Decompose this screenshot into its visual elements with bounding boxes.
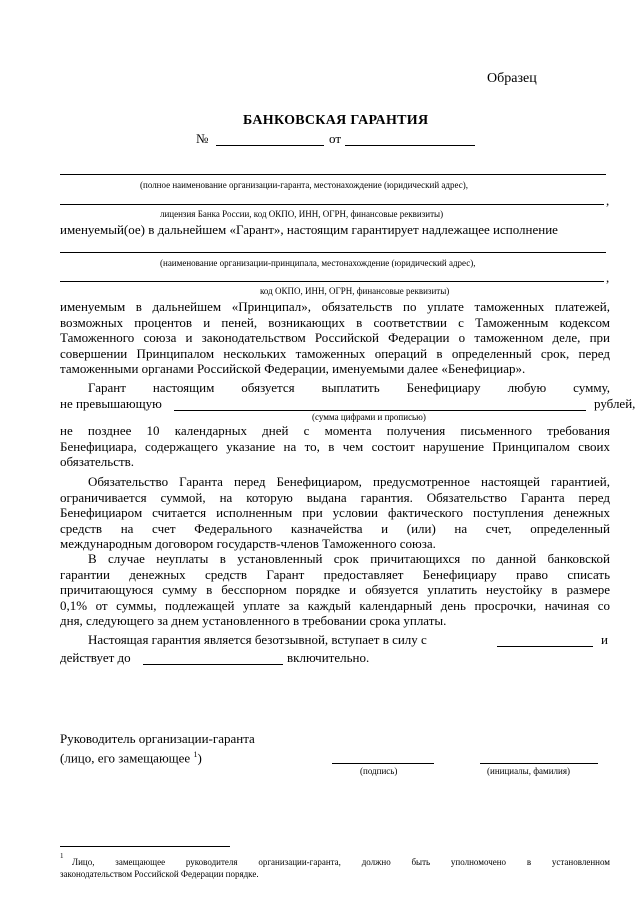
guarantor-details-field[interactable] bbox=[60, 204, 604, 205]
principal-name-field[interactable] bbox=[60, 252, 606, 253]
date-label: от bbox=[329, 131, 342, 146]
amount-prefix: не превышающую bbox=[60, 396, 162, 411]
paragraph-line: Бенефициара, содержащего указание на то, в чем состоит нарушение Принципалом своих bbox=[60, 438, 610, 454]
guarantor-text: именуемый(ое) в дальнейшем «Гарант», настоящим гарантирует надлежащее исполнение bbox=[60, 222, 558, 237]
name-caption: (инициалы, фамилия) bbox=[487, 766, 570, 776]
guarantor-caption-1: (полное наименование организации-гаранта, местонахождение (юридический адрес), bbox=[140, 180, 468, 190]
paragraph-line: не позднее 10 календарных дней с момента получения письменного требования bbox=[60, 423, 610, 438]
paragraph-line: гарантии денежных средств Гарант предоставляет Бенефициару право списать bbox=[60, 566, 610, 582]
footnote-ref: 1 bbox=[193, 750, 198, 759]
valid-until-field[interactable] bbox=[143, 664, 283, 665]
footnote-marker: 1 bbox=[60, 852, 64, 860]
paragraph-line: 0,1% от суммы, подлежащей уплате за каждый календарный день просрочки, начиная со bbox=[60, 597, 610, 613]
number-label: № bbox=[196, 131, 209, 146]
paragraph-line: Бенефициаром считается исполненным при условии фактического поступления денежных bbox=[60, 505, 610, 520]
validity-inclusive: включительно. bbox=[287, 650, 370, 665]
document-title: БАНКОВСКАЯ ГАРАНТИЯ bbox=[243, 113, 429, 128]
date-field[interactable] bbox=[345, 145, 475, 146]
amount-field[interactable] bbox=[174, 410, 586, 411]
name-field[interactable] bbox=[480, 763, 598, 764]
number-field[interactable] bbox=[216, 145, 324, 146]
paragraph-line: дня, следующего за днем установленного в требовании срока уплаты. bbox=[60, 613, 447, 628]
validity-until-label: действует до bbox=[60, 650, 131, 665]
principal-caption-1: (наименование организации-принципала, местонахождение (юридический адрес), bbox=[160, 258, 476, 268]
paragraph-penalty bbox=[60, 551, 610, 629]
footnote-separator bbox=[60, 846, 230, 847]
paragraph-line: средств на счет Федерального казначейства и (или) на счет, определенный bbox=[60, 520, 610, 536]
validity-prefix: Настоящая гарантия является безотзывной, вступает в силу с bbox=[88, 632, 427, 647]
footnote-line-1: Лицо, замещающее руководителя организации-гаранта, должно быть уполномочено в установленном bbox=[72, 857, 610, 867]
paragraph-line: Обязательство Гаранта перед Бенефициаром, предусмотренное настоящей гарантией, bbox=[88, 474, 610, 489]
paragraph-line: совершении Принципалом нескольких таможенных операций в определенный срок, перед bbox=[60, 345, 610, 361]
paragraph-principal-obligations bbox=[60, 299, 610, 377]
guarantor-comma: , bbox=[606, 193, 610, 208]
guarantor-name-field[interactable] bbox=[60, 174, 606, 175]
signature-caption: (подпись) bbox=[360, 766, 398, 776]
paragraph-line: возможных процентов и пеней, возникающих в соответствии с Таможенным кодексом bbox=[60, 314, 610, 330]
paragraph-line: Таможенного союза и законодательством Российской Федерации о таможенном деле, при bbox=[60, 330, 610, 345]
amount-caption: (сумма цифрами и прописью) bbox=[312, 412, 426, 422]
paragraph-line: обязательств. bbox=[60, 454, 135, 469]
paragraph-line: именуемым в дальнейшем «Принципал», обязательств по уплате таможенных платежей, bbox=[60, 299, 610, 314]
valid-from-field[interactable] bbox=[497, 646, 593, 647]
paragraph-guarantor-pays: Гарант настоящим обязуется выплатить Бенефициару любую сумму, bbox=[88, 380, 610, 395]
amount-suffix: рублей, bbox=[594, 396, 636, 411]
paragraph-line: В случае неуплаты в установленный срок причитающихся по данной банковской bbox=[88, 551, 610, 566]
paragraph-line: причитающуюся сумму в бесспорном порядке и обязуется уплатить неустойку в размере bbox=[60, 582, 610, 597]
paragraph-line: ограничивается суммой, на которую выдана гарантия. Обязательство Гаранта перед bbox=[60, 489, 610, 505]
head-label: Руководитель организации-гаранта bbox=[60, 731, 255, 746]
paragraph-line: таможенными органами Российской Федерации, именуемыми далее «Бенефициар». bbox=[60, 361, 526, 376]
footnote-line-2: законодательством Российской Федерации порядке. bbox=[60, 869, 259, 879]
principal-caption-2: код ОКПО, ИНН, ОГРН, финансовые реквизиты) bbox=[260, 286, 450, 296]
paragraph-line: международным договором государств-членов Таможенного союза. bbox=[60, 536, 436, 551]
footnote-text bbox=[60, 856, 610, 880]
principal-comma: , bbox=[606, 270, 610, 285]
validity-and: и bbox=[601, 632, 608, 647]
sample-label: Образец bbox=[487, 71, 537, 86]
guarantor-caption-2: лицензия Банка России, код ОКПО, ИНН, ОГРН, финансовые реквизиты) bbox=[160, 209, 444, 219]
signature-field[interactable] bbox=[332, 763, 434, 764]
paragraph-deadline bbox=[60, 423, 610, 470]
principal-details-field[interactable] bbox=[60, 281, 604, 282]
deputy-label: (лицо, его замещающее $^1$) bbox=[60, 750, 202, 766]
paragraph-obligation-limit bbox=[60, 474, 610, 552]
